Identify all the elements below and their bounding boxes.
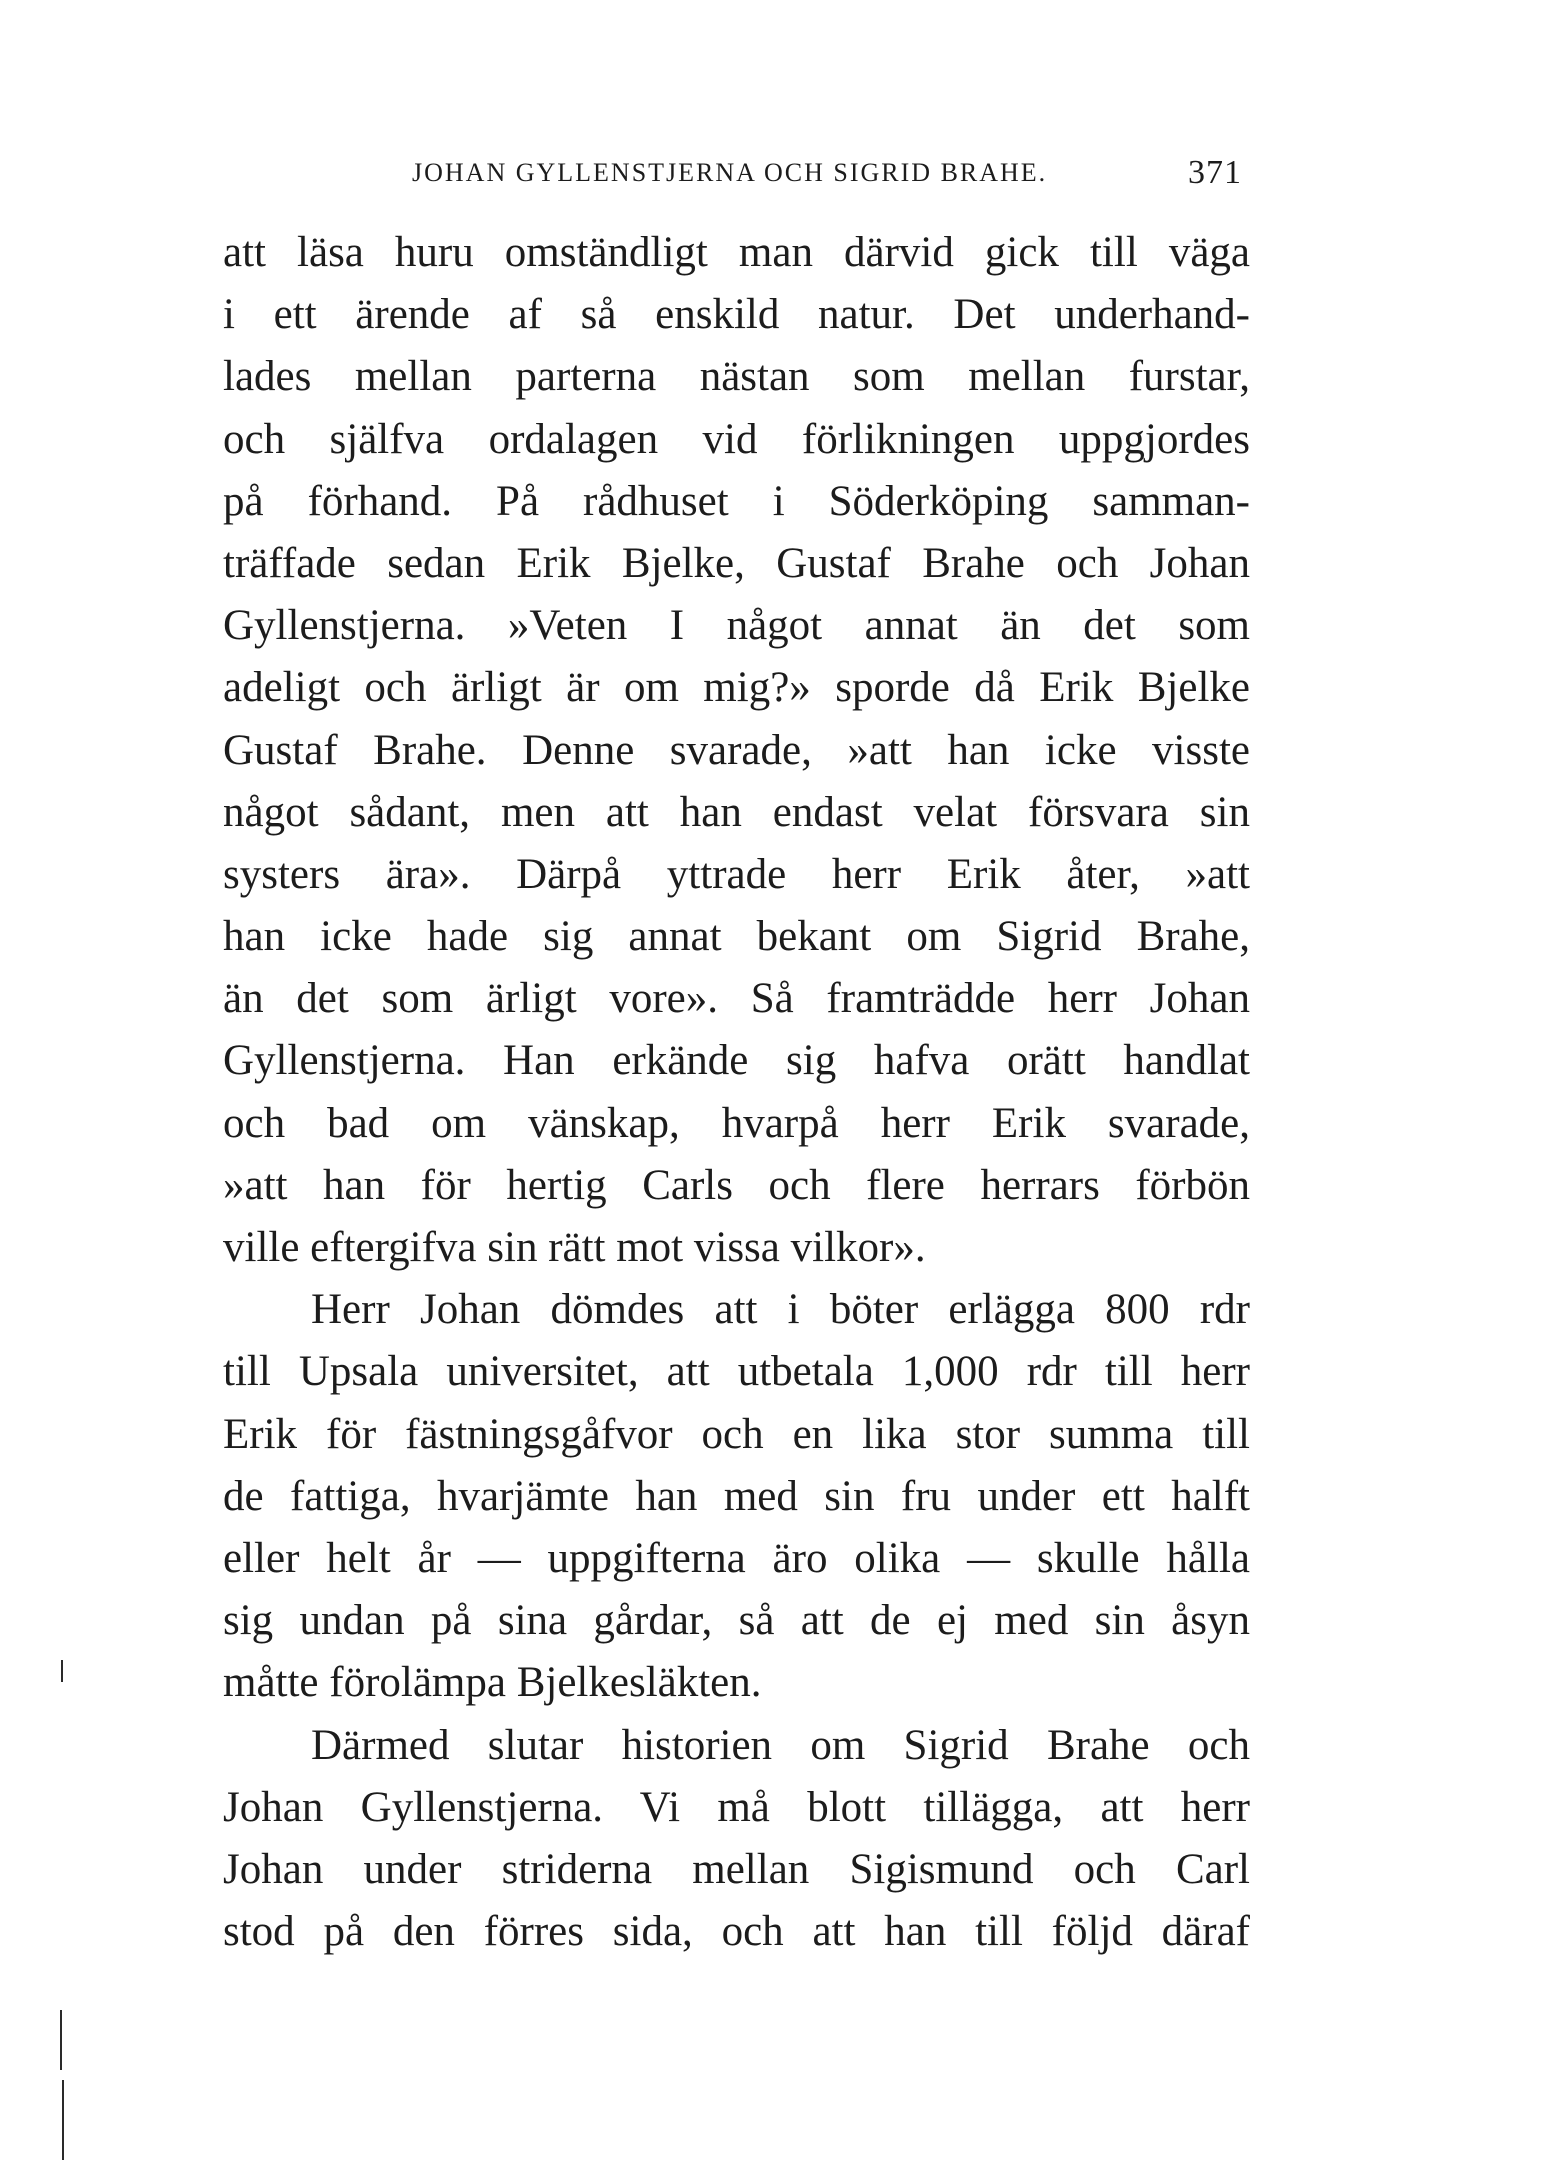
text-line: och bad om vänskap, hvarpå herr Erik svarade, [223,1099,1250,1147]
paragraph [223,222,1250,1279]
text-line: till Upsala universitet, att utbetala 1,000 rdr till herr [223,1348,1250,1396]
text-line: Johan Gyllenstjerna. Vi må blott tillägga, att herr [223,1783,1250,1831]
text-line: än det som ärligt vore». Så framträdde herr Johan [223,975,1250,1023]
text-line: systers ära». Därpå yttrade herr Erik åter, »att [223,850,1250,898]
text-line: Gustaf Brahe. Denne svarade, »att han icke visste [223,726,1250,774]
scan-edge-mark [60,2010,62,2070]
text-line: Johan under striderna mellan Sigismund och Carl [223,1845,1250,1893]
text-line: Erik för fästningsgåfvor och en lika stor summa till [223,1410,1250,1458]
text-line: eller helt år — uppgifterna äro olika — skulle hålla [223,1534,1250,1582]
text-line: ville eftergifva sin rätt mot vissa vilkor». [223,1224,926,1271]
paragraph [223,1279,1250,1714]
body-text [223,222,1250,1963]
text-line: Herr Johan dömdes att i böter erlägga 800 rdr [311,1286,1250,1334]
text-line: träffade sedan Erik Bjelke, Gustaf Brahe och Johan [223,539,1250,587]
text-line: stod på den förres sida, och att han till följd däraf [223,1908,1250,1956]
running-header [412,154,1242,198]
text-line: lades mellan parterna nästan som mellan furstar, [223,353,1250,401]
text-line: något sådant, men att han endast velat försvara sin [223,788,1250,836]
text-line: måtte förolämpa Bjelkesläkten. [223,1659,762,1707]
text-line: Gyllenstjerna. »Veten I något annat än det som [223,602,1250,650]
text-line: han icke hade sig annat bekant om Sigrid Brahe, [223,913,1250,961]
text-line: och själfva ordalagen vid förlikningen uppgjordes [223,415,1250,463]
text-line: »att han för hertig Carls och flere herrars förbön [223,1161,1250,1209]
text-line: adeligt och ärligt är om mig?» sporde då Erik Bjelke [223,664,1250,712]
text-line: på förhand. På rådhuset i Söderköping samman- [223,477,1250,525]
text-line: de fattiga, hvarjämte han med sin fru under ett halft [223,1472,1250,1520]
text-line: sig undan på sina gårdar, så att de ej med sin åsyn [223,1597,1250,1645]
text-line: Därmed slutar historien om Sigrid Brahe och [311,1721,1250,1769]
text-line: i ett ärende af så enskild natur. Det underhand- [223,291,1250,339]
scan-edge-mark [61,1660,63,1682]
page-number: 371 [1188,154,1242,191]
paragraph [223,1715,1250,1964]
text-line: Gyllenstjerna. Han erkände sig hafva orätt handlat [223,1037,1250,1085]
scan-edge-mark [62,2080,64,2160]
text-line: att läsa huru omständligt man därvid gick till väga [223,229,1250,276]
running-title: JOHAN GYLLENSTJERNA OCH SIGRID BRAHE. [412,158,1048,187]
